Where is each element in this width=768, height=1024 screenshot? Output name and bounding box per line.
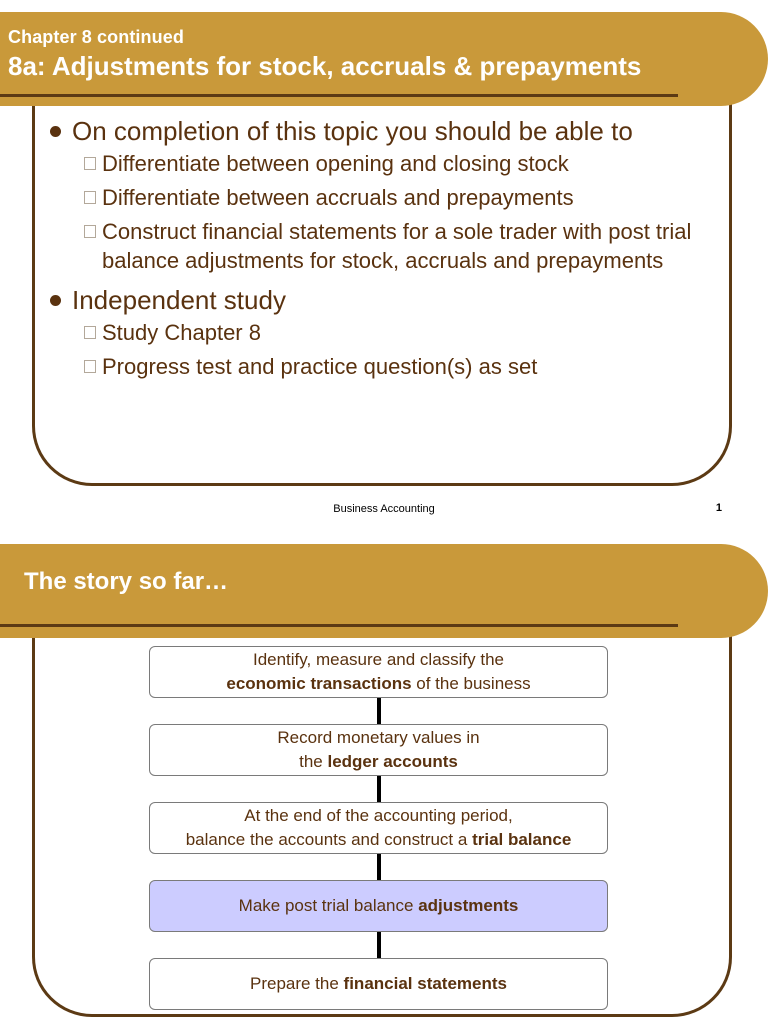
bullet-text: Independent study: [72, 285, 286, 315]
sub-item-text: Study Chapter 8: [102, 320, 261, 345]
sub-item: [48, 149, 728, 178]
flow-step-financial-statements: [149, 958, 608, 1010]
flow-step-line1: Record monetary values in: [277, 728, 480, 747]
sub-item: [48, 318, 728, 347]
sub-item-text: Progress test and practice question(s) as set: [102, 354, 538, 379]
flow-connector: [377, 776, 381, 802]
flow-step-bold: financial statements: [343, 974, 507, 993]
sub-item-text: Differentiate between opening and closing stock: [102, 151, 569, 176]
flow-step-identify: [149, 646, 608, 698]
flow-step-line2: economic transactions of the business: [226, 674, 531, 693]
flow-step-bold: trial balance: [472, 830, 572, 849]
banner-underline: [0, 624, 678, 627]
bullet-dot-icon: [50, 126, 61, 137]
slide-title: The story so far…: [24, 568, 229, 595]
slide-title: 8a: Adjustments for stock, accruals & prepayments: [8, 51, 642, 81]
footer-label: Business Accounting: [333, 503, 435, 515]
page-number: 1: [715, 502, 722, 514]
flow-step-bold: ledger accounts: [327, 752, 458, 771]
flow-step-bold: adjustments: [418, 896, 519, 915]
flow-step-line1: At the end of the accounting period,: [244, 806, 513, 825]
slide-1: [0, 0, 768, 500]
checkbox-square-icon: [84, 360, 96, 373]
checkbox-square-icon: [84, 191, 96, 204]
slide-2: [0, 540, 768, 1024]
bullet-dot-icon: [50, 295, 61, 306]
checkbox-square-icon: [84, 326, 96, 339]
sub-item-text: Differentiate between accruals and prepayments: [102, 185, 574, 210]
flow-step-line2: the ledger accounts: [299, 752, 458, 771]
sub-item: [48, 352, 728, 381]
flow-step-trial-balance: [149, 802, 608, 854]
sub-item: [48, 217, 728, 275]
flow-connector: [377, 932, 381, 958]
flow-step-record: [149, 724, 608, 776]
flow-connector: [377, 854, 381, 880]
slide-subtitle: Chapter 8 continued: [8, 27, 184, 47]
flow-step-adjustments: [149, 880, 608, 932]
sub-item-text: Construct financial statements for a sole trader with post trial balance adjustments for stock, accruals and prepayments: [102, 219, 692, 273]
flow-step-bold: economic transactions: [226, 674, 412, 693]
objectives-list: [48, 115, 728, 386]
flow-connector: [377, 698, 381, 724]
bullet-text: On completion of this topic you should be able to: [72, 116, 633, 146]
banner-underline: [0, 94, 678, 97]
flow-step-line1: Identify, measure and classify the: [252, 650, 505, 669]
flow-step-line2: Make post trial balance adjustments: [238, 896, 519, 915]
flow-step-line2: Prepare the financial statements: [249, 974, 507, 993]
checkbox-square-icon: [84, 225, 96, 238]
sub-item: [48, 183, 728, 212]
checkbox-square-icon: [84, 157, 96, 170]
bullet-item: [48, 115, 728, 147]
bullet-item: [48, 284, 728, 316]
flow-step-line2: balance the accounts and construct a trial balance: [185, 830, 572, 849]
